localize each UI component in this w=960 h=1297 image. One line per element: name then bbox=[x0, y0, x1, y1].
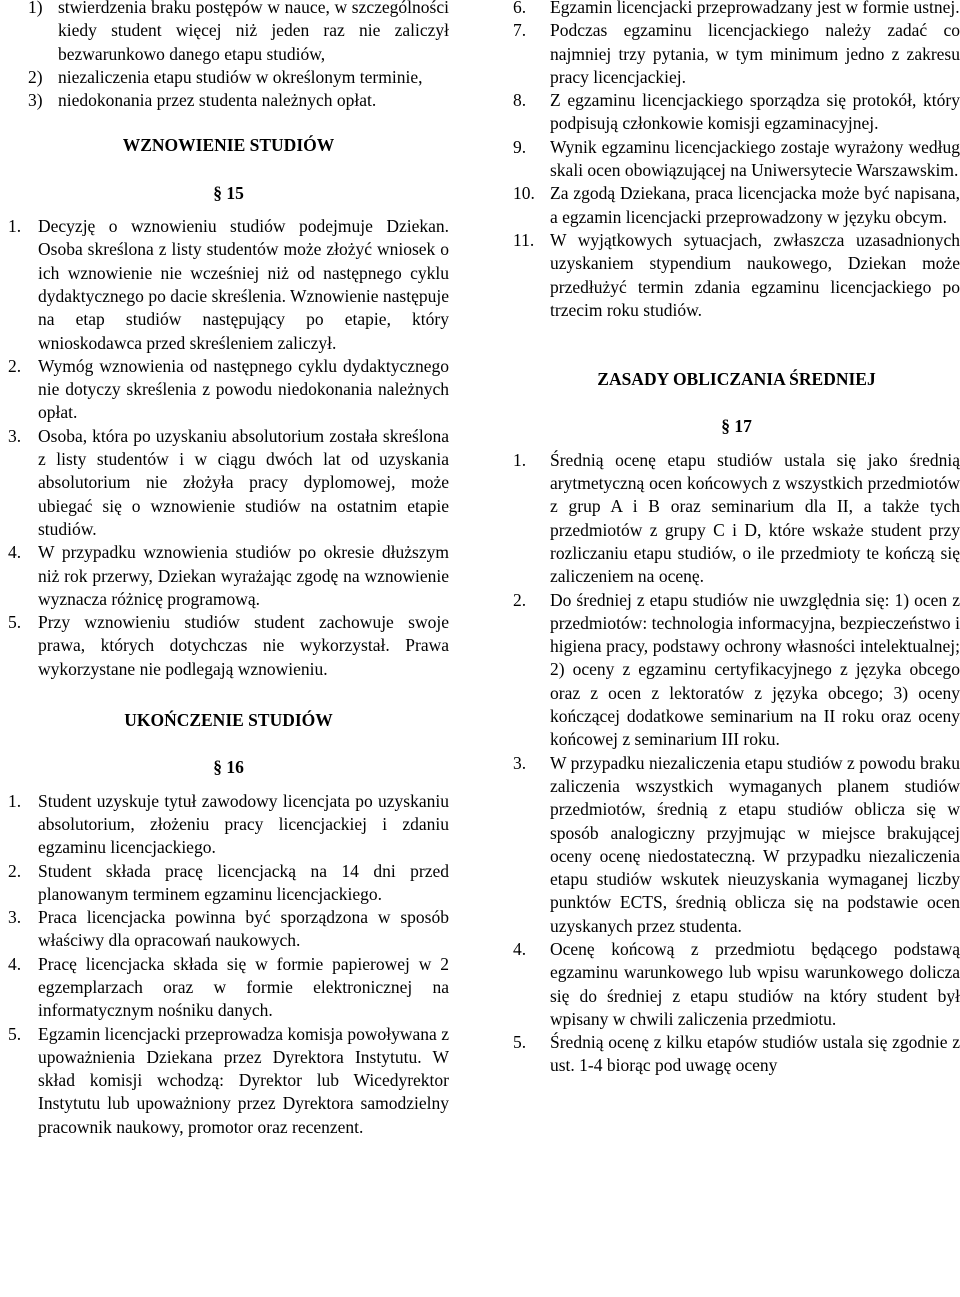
list-number: 7. bbox=[513, 20, 527, 41]
paragraph-text: Przy wznowieniu studiów student zachowuje swoje prawa, których dotychczas nie wykorzystał. Prawa wykorzystane nie podlegają wznowieniu. bbox=[38, 612, 449, 679]
list-item bbox=[513, 19, 960, 89]
paragraph bbox=[8, 906, 449, 953]
list-item bbox=[513, 752, 960, 938]
section-heading: ZASADY OBLICZANIA ŚREDNIEJ bbox=[597, 369, 876, 390]
list-item bbox=[513, 229, 960, 322]
list-item bbox=[513, 89, 960, 136]
paragraph bbox=[8, 215, 449, 355]
list-number: 4. bbox=[513, 938, 527, 959]
list-text: niezaliczenia etapu studiów w określonym terminie, bbox=[58, 66, 423, 87]
paragraph-index: 5. bbox=[8, 612, 22, 633]
list-item bbox=[513, 136, 960, 183]
list-text: Średnią ocenę z kilku etapów studiów ustala się zgodnie z ust. 1-4 biorąc pod uwagę oceny bbox=[550, 1032, 960, 1076]
list-text: Do średniej z etapu studiów nie uwzględnia się: 1) ocen z przedmiotów: technologia informacyjna, bezpieczeństwo i higiena pracy, podstawy ochrony własności intelektualnej; 2) oceny z egzaminu certyfikacyjnego z języka obcego oraz z ocen z lektoratów z języka obcego; 3) oceny kończącej dodatkowe seminarium na II roku oraz oceny końcowej z seminarium III roku. bbox=[550, 589, 960, 750]
list-text: Podczas egzaminu licencjackiego należy zadać co najmniej trzy pytania, w tym minimum jedno z zakresu pracy licencjackiej. bbox=[550, 20, 960, 87]
right-column bbox=[513, 0, 960, 1078]
list-number: 8. bbox=[513, 90, 527, 111]
list-number: 5. bbox=[513, 1032, 527, 1053]
paragraph-text: Student składa pracę licencjacką na 14 dni przed planowanym terminem egzaminu licencjackiego. bbox=[38, 860, 449, 904]
list-item bbox=[513, 0, 960, 19]
list-item bbox=[513, 589, 960, 752]
paragraph-index: 5. bbox=[8, 1023, 22, 1044]
paragraph-index: 1. bbox=[8, 216, 22, 237]
paragraph bbox=[8, 953, 449, 1023]
paragraph-number: § 17 bbox=[721, 416, 752, 437]
list-text: niedokonania przez studenta należnych opłat. bbox=[58, 90, 377, 111]
list-text: W wyjątkowych sytuacjach, zwłaszcza uzasadnionych uzyskaniem stypendium naukowego, Dziekan może przedłużyć termin zdania egzaminu licencjackiego po trzecim roku studiów. bbox=[550, 229, 960, 320]
paragraph-index: 2. bbox=[8, 355, 22, 376]
paragraph-index: 4. bbox=[8, 953, 22, 974]
list-number: 1) bbox=[28, 0, 43, 17]
paragraph-index: 4. bbox=[8, 542, 22, 563]
list-item bbox=[513, 1031, 960, 1078]
list-item bbox=[513, 182, 960, 229]
paragraph-index: 3. bbox=[8, 907, 22, 928]
paragraph bbox=[8, 425, 449, 541]
list-item bbox=[8, 0, 449, 66]
list-text: W przypadku niezaliczenia etapu studiów z powodu braku zaliczenia wszystkich wymaganych planem studiów przedmiotów, średnią z etapu studiów oblicza się w sposób analogiczny przyjmując w miejsce brakującej oceny ocenę niedostateczną. W przypadku niezaliczenia etapu studiów wskutek nieuzyskania wymaganej liczby punktów ECTS, średnią oblicza się na podstawie ocen uzyskanych przez studenta. bbox=[550, 752, 960, 936]
list-number: 2. bbox=[513, 589, 527, 610]
paragraph-number: § 15 bbox=[213, 182, 244, 203]
list-number: 1. bbox=[513, 449, 527, 470]
paragraph bbox=[8, 611, 449, 681]
list-number: 10. bbox=[513, 183, 535, 204]
paragraph-number: § 16 bbox=[213, 757, 244, 778]
list-text: Ocenę końcową z przedmiotu będącego podstawą egzaminu warunkowego lub wpisu warunkowego dolicza się do średniej z etapu studiów na który student był wpisany w chwili zaliczenia przedmiotu. bbox=[550, 938, 960, 1029]
list-item bbox=[513, 449, 960, 589]
paragraph-index: 2. bbox=[8, 860, 22, 881]
paragraph-text: Wymóg wznowienia od następnego cyklu dydaktycznego nie dotyczy skreślenia z powodu niedokonania należnych opłat. bbox=[38, 355, 449, 423]
list-number: 3. bbox=[513, 752, 527, 773]
paragraph-text: Osoba, która po uzyskaniu absolutorium została skreślona z listy studentów i w ciągu dwóch lat od uzyskania absolutorium nie złożyła pracy dyplomowej, może ubiegać się o wznowienie studiów na ostatnim etapie studiów. bbox=[38, 425, 449, 539]
paragraph-text: Pracę licencjacka składa się w formie papierowej w 2 egzemplarzach oraz w formie elektronicznej na informatycznym nośniku danych. bbox=[38, 953, 449, 1021]
paragraph-text: Praca licencjacka powinna być sporządzona w sposób właściwy dla opracowań naukowych. bbox=[38, 907, 449, 951]
list-item bbox=[513, 938, 960, 1031]
paragraph bbox=[8, 541, 449, 611]
section-heading: UKOŃCZENIE STUDIÓW bbox=[124, 710, 333, 731]
list-number: 3) bbox=[28, 90, 43, 111]
paragraph-text: Student uzyskuje tytuł zawodowy licencjata po uzyskaniu absolutorium, złożeniu pracy licencjackiej i zdaniu egzaminu licencjackiego. bbox=[38, 790, 449, 858]
list-number: 11. bbox=[513, 229, 535, 250]
paragraph-index: 1. bbox=[8, 790, 22, 811]
paragraph bbox=[8, 1023, 449, 1139]
list-text: stwierdzenia braku postępów w nauce, w szczególności kiedy student więcej niż jeden raz nie zaliczył bezwarunkowo danego etapu studiów, bbox=[58, 0, 449, 64]
list-number: 9. bbox=[513, 136, 527, 157]
paragraph bbox=[8, 355, 449, 425]
list-text: Egzamin licencjacki przeprowadzany jest w formie ustnej. bbox=[550, 0, 960, 17]
paragraph-text: W przypadku wznowienia studiów po okresie dłuższym niż rok przerwy, Dziekan wyrażając zgodę na wznowienie wyznacza różnicę programową. bbox=[38, 542, 449, 609]
paragraph bbox=[8, 790, 449, 860]
list-text: Wynik egzaminu licencjackiego zostaje wyrażony według skali ocen obowiązującej na Uniwersytecie Warszawskim. bbox=[550, 136, 960, 181]
list-item bbox=[8, 89, 449, 112]
section-heading: WZNOWIENIE STUDIÓW bbox=[122, 135, 335, 156]
list-text: Z egzaminu licencjackiego sporządza się protokół, który podpisują członkowie komisji egzaminacyjnej. bbox=[550, 90, 960, 134]
paragraph-text: Decyzję o wznowieniu studiów podejmuje Dziekan. Osoba skreślona z listy studentów może złożyć wniosek o ich wznowienie nie wcześniej niż od następnego cyklu dydaktycznego po dacie skreślenia. Wznowienie następuje na etap studiów następujący po etapie, który wnioskodawca przed skreśleniem zaliczył. bbox=[38, 216, 449, 353]
list-number: 2) bbox=[28, 66, 43, 87]
paragraph-index: 3. bbox=[8, 425, 22, 446]
paragraph-text: Egzamin licencjacki przeprowadza komisja powoływana z upoważnienia Dziekana przez Dyrektora Instytutu. W skład komisji wchodzą: Dyrektor lub Wicedyrektor Instytutu lub upoważniony przez Dyrektora samodzielny pracownik naukowy, promotor oraz recenzent. bbox=[38, 1023, 449, 1137]
paragraph bbox=[8, 860, 449, 907]
list-text: Średnią ocenę etapu studiów ustala się jako średnią arytmetyczną ocen końcowych z wszystkich przedmiotów z grup A i B oraz seminarium dla II, a także tych przedmiotów z grupy C i D, które wskaże student przy rozliczaniu etapu studiów, o ile przedmioty te kończą się zaliczeniem na ocenę. bbox=[550, 449, 960, 587]
list-item bbox=[8, 66, 449, 89]
list-text: Za zgodą Dziekana, praca licencjacka może być napisana, a egzamin licencjacki przeprowadzony w języku obcym. bbox=[550, 183, 960, 227]
list-number: 6. bbox=[513, 0, 527, 17]
left-column bbox=[8, 0, 449, 1139]
